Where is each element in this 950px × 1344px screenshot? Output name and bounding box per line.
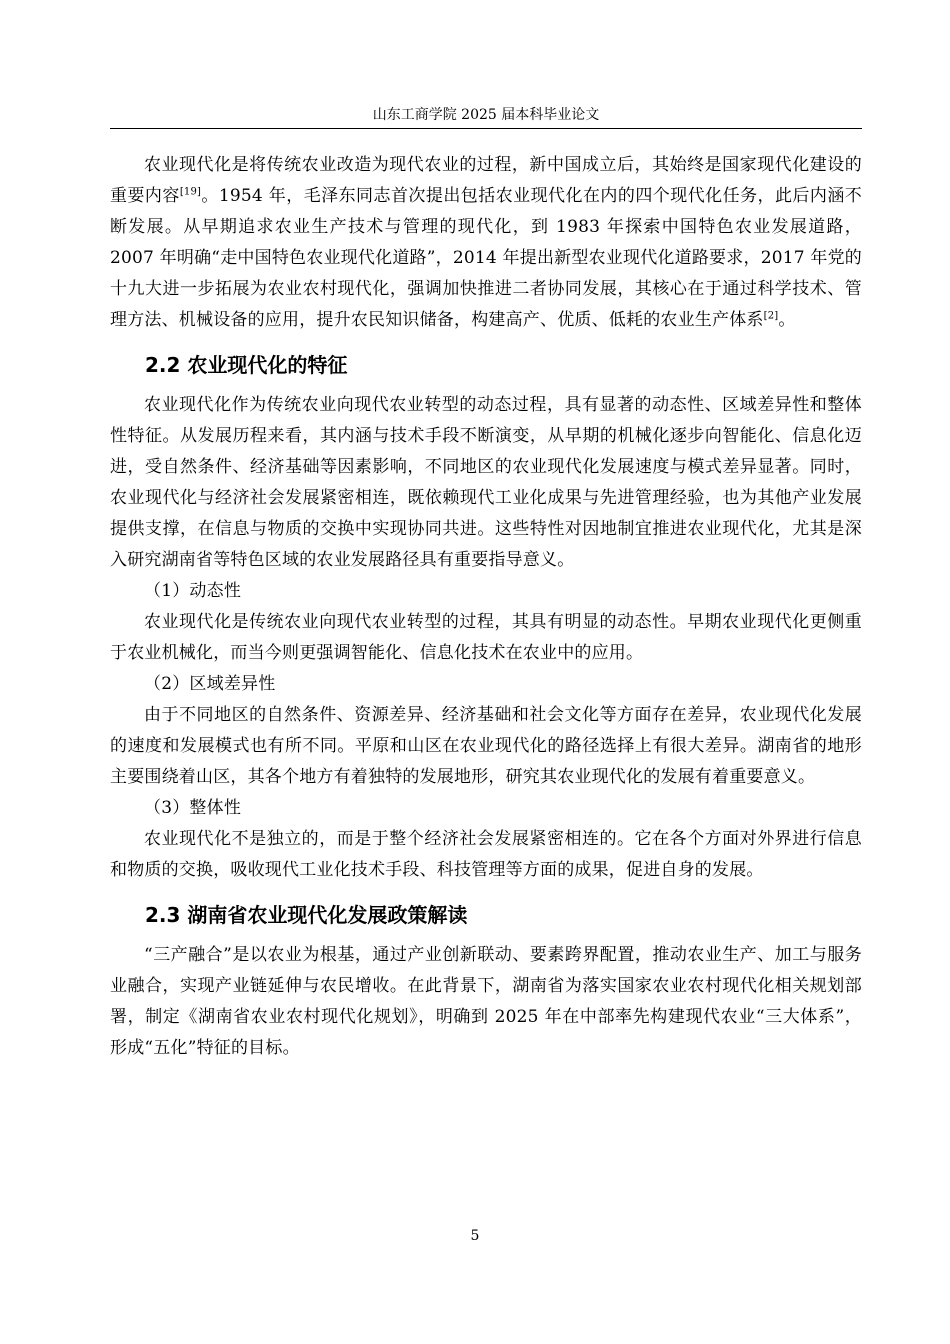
item-title-regional: （2）区域差异性 bbox=[144, 674, 276, 694]
page-body bbox=[110, 150, 862, 1064]
running-header: 山东工商学院 2025 届本科毕业论文 bbox=[372, 107, 600, 123]
item-title-dynamic: （1）动态性 bbox=[144, 581, 242, 601]
paragraph-policy: “三产融合”是以农业为根基，通过产业创新联动、要素跨界配置，推动农业生产、加工与服务业融合，实现产业链延伸与农民增收。在此背景下，湖南省为落实国家农业农村现代化相关规划部署，制定《湖南省农业农村现代化规划》，明确到 2025 年在中部率先构建现代农业“三大体系”，形成“五化”特征的目标。 bbox=[110, 945, 862, 1058]
item-title-integrity: （3）整体性 bbox=[144, 798, 242, 818]
paragraph-regional: 由于不同地区的自然条件、资源差异、经济基础和社会文化等方面存在差异，农业现代化发展的速度和发展模式也有所不同。平原和山区在农业现代化的路径选择上有很大差异。湖南省的地形主要围绕着山区，其各个地方有着独特的发展地形，研究其农业现代化的发展有着重要意义。 bbox=[110, 705, 862, 787]
paragraph-integrity: 农业现代化不是独立的，而是于整个经济社会发展紧密相连的。它在各个方面对外界进行信息和物质的交换，吸收现代工业化技术手段、科技管理等方面的成果，促进自身的发展。 bbox=[110, 829, 862, 880]
paragraph-features-intro: 农业现代化作为传统农业向现代农业转型的动态过程，具有显著的动态性、区域差异性和整体性特征。从发展历程来看，其内涵与技术手段不断演变，从早期的机械化逐步向智能化、信息化迈进，受自然条件、经济基础等因素影响，不同地区的农业现代化发展速度与模式差异显著。同时，农业现代化与经济社会发展紧密相连，既依赖现代工业化成果与先进管理经验，也为其他产业发展提供支撑，在信息与物质的交换中实现协同共进。这些特性对因地制宜推进农业现代化，尤其是深入研究湖南省等特色区域的农业发展路径具有重要指导意义。 bbox=[110, 395, 862, 570]
paragraph-dynamic: 农业现代化是传统农业向现代农业转型的过程，其具有明显的动态性。早期农业现代化更侧重于农业机械化，而当今则更强调智能化、信息化技术在农业中的应用。 bbox=[110, 612, 862, 663]
section-heading-2-3: 2.3 湖南省农业现代化发展政策解读 bbox=[145, 903, 468, 927]
paragraph-modernization-history bbox=[110, 150, 862, 336]
page-number: 5 bbox=[470, 1228, 480, 1244]
citation-ref: [19] bbox=[179, 186, 202, 198]
header-rule bbox=[110, 128, 862, 129]
paragraph-text: 。 bbox=[778, 310, 796, 330]
section-heading-2-2: 2.2 农业现代化的特征 bbox=[145, 353, 348, 377]
paragraph-text: 。1954 年，毛泽东同志首次提出包括农业现代化在内的四个现代化任务，此后内涵不断发展。从早期追求农业生产技术与管理的现代化，到 1983 年探索中国特色农业发展道路，2007 年明确“走中国特色农业现代化道路”，2014 年提出新型农业现代化道路要求，2017 年党的十九大进一步拓展为农业农村现代化，强调加快推进二者协同发展，其核心在于通过科学技术、管理方法、机械设备的应用，提升农民知识储备，构建高产、优质、低耗的农业生产体系 bbox=[110, 186, 862, 330]
citation-ref: [2] bbox=[763, 310, 779, 322]
paragraph-text: 农业现代化是将传统农业改造为现代农业的过程，新中国成立后，其始终是国家现代化建设的重要内容 bbox=[110, 155, 862, 206]
